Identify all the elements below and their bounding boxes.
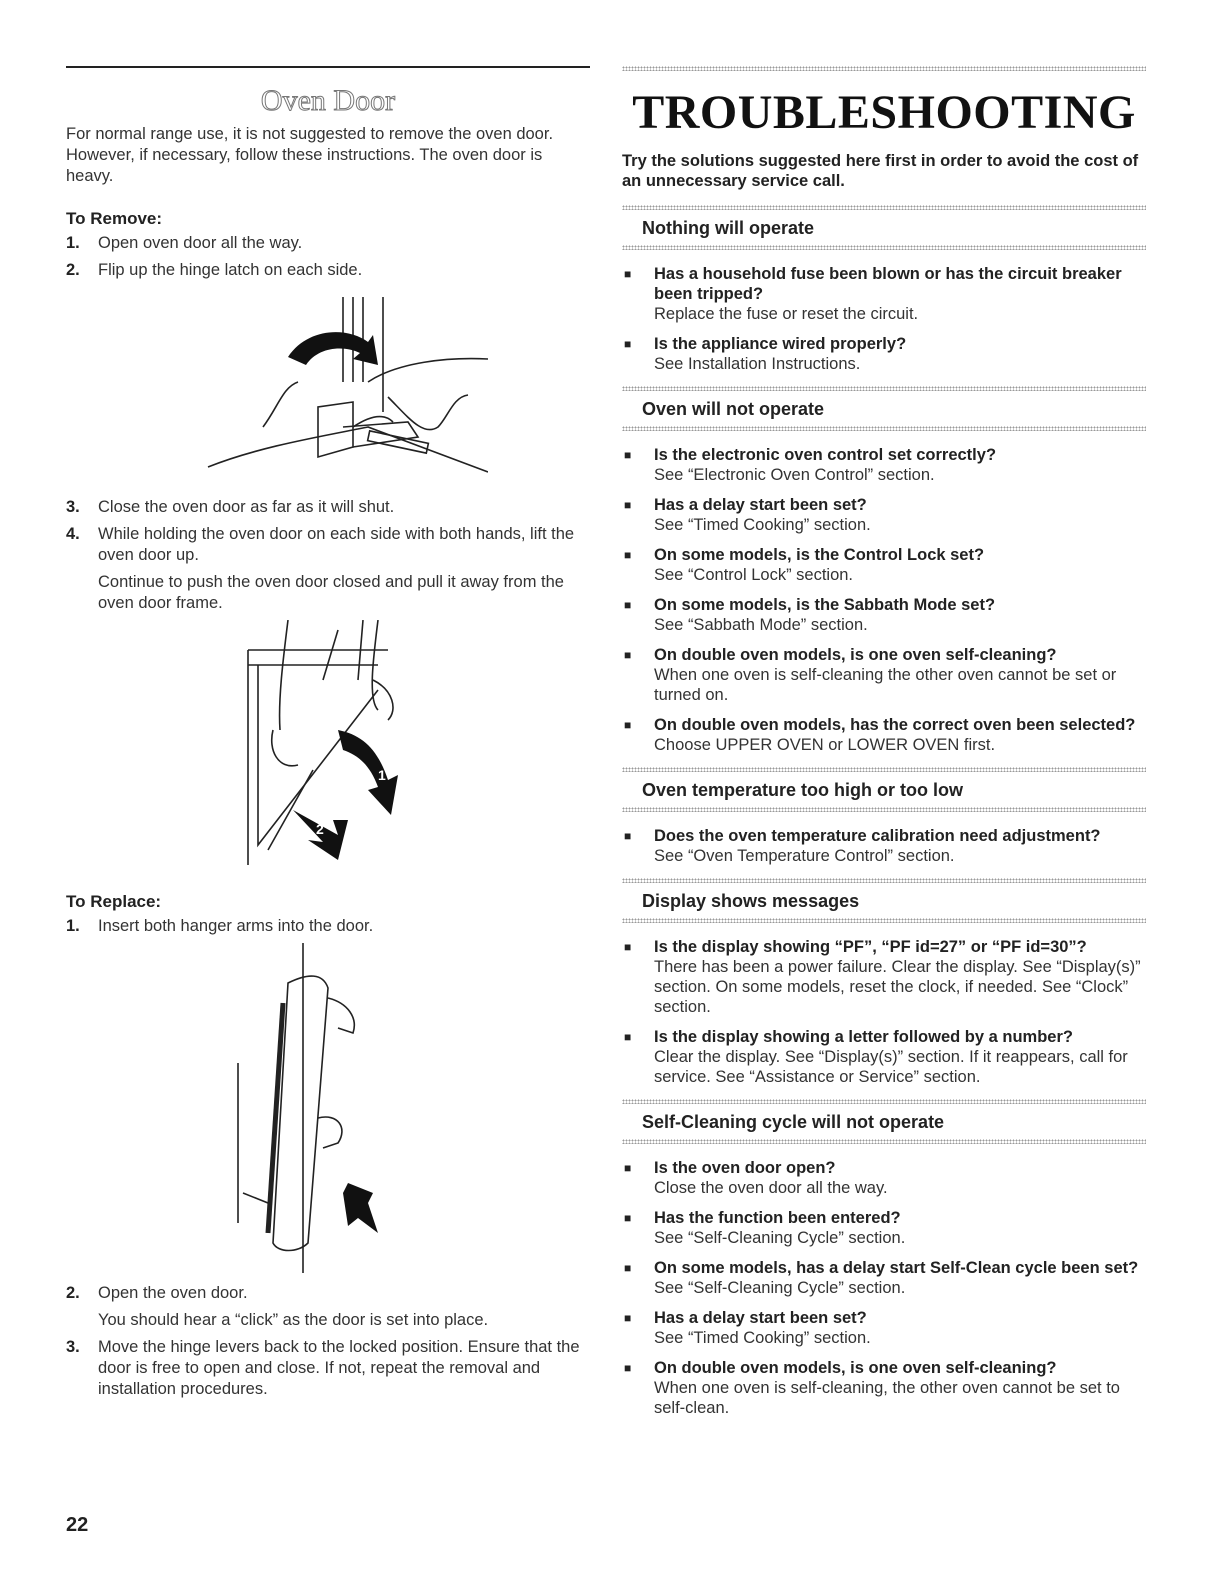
- ts-section-heading: Display shows messages: [642, 891, 860, 911]
- ts-question-list: [622, 445, 1146, 755]
- ts-question-item: ■ On some models, is the Control Lock set? See “Control Lock” section.: [624, 546, 985, 584]
- dotted-rule: [622, 426, 1146, 431]
- ts-section: [622, 878, 1146, 1087]
- ts-question-item: ■ On some models, is the Sabbath Mode set? See “Sabbath Mode” section.: [624, 596, 996, 634]
- square-bullet-icon: ■: [624, 648, 632, 662]
- square-bullet-icon: ■: [624, 940, 632, 954]
- replace-steps-a: [66, 916, 590, 937]
- ts-question-item: ■ Has a delay start been set? See “Timed Cooking” section.: [624, 1309, 871, 1347]
- ts-question-item: ■ Does the oven temperature calibration need adjustment? See “Oven Temperature Control” section.: [624, 827, 1101, 865]
- square-bullet-icon: ■: [624, 718, 632, 732]
- oven-door-intro: For normal range use, it is not suggested to remove the oven door. However, if necessary, follow these instructions. The oven door is heavy.: [66, 125, 554, 185]
- square-bullet-icon: ■: [624, 1361, 632, 1375]
- to-remove-heading: To Remove:: [66, 209, 163, 228]
- replace-steps-b: [66, 1283, 590, 1400]
- ts-question-item: ■ Has a delay start been set? See “Timed Cooking” section.: [624, 496, 871, 534]
- troubleshooting-title: TROUBLESHOOTING: [632, 86, 1136, 139]
- illustration-label-1: 1: [378, 767, 386, 783]
- square-bullet-icon: ■: [624, 498, 632, 512]
- ts-question-item: ■ Has a household fuse been blown or has the circuit breaker been tripped? Replace the fuse or reset the circuit.: [624, 265, 1122, 323]
- top-rule: [66, 66, 590, 68]
- oven-door-title: Oven Door: [260, 84, 396, 117]
- hinge-latch-illustration: [168, 287, 488, 487]
- square-bullet-icon: ■: [624, 1161, 632, 1175]
- ts-question-item: ■ On some models, has a delay start Self-Clean cycle been set? See “Self-Cleaning Cycle” section.: [624, 1259, 1139, 1297]
- ts-question-list: [622, 826, 1146, 866]
- oven-door-column: [66, 66, 590, 1406]
- ts-section: [622, 386, 1146, 755]
- square-bullet-icon: ■: [624, 548, 632, 562]
- square-bullet-icon: ■: [624, 267, 632, 281]
- square-bullet-icon: ■: [624, 1311, 632, 1325]
- troubleshooting-intro: Try the solutions suggested here first in order to avoid the cost of an unnecessary service call.: [622, 152, 1139, 190]
- dotted-rule: [622, 918, 1146, 923]
- ts-question-item: ■ Is the appliance wired properly? See Installation Instructions.: [624, 335, 907, 373]
- square-bullet-icon: ■: [624, 829, 632, 843]
- replace-step: 2. Open the oven door. You should hear a “click” as the door is set into place.: [66, 1284, 489, 1329]
- remove-steps-a: [66, 233, 590, 281]
- ts-question-list: [622, 937, 1146, 1087]
- ts-question-item: ■ On double oven models, is one oven self-cleaning? When one oven is self-cleaning the other oven cannot be set or turned on.: [624, 646, 1117, 704]
- ts-question-item: ■ Has the function been entered? See “Self-Cleaning Cycle” section.: [624, 1209, 906, 1247]
- to-replace-heading: To Replace:: [66, 892, 162, 911]
- ts-question-item: ■ Is the display showing “PF”, “PF id=27” or “PF id=30”? There has been a power failure. Clear the display. See “Display(s)” section. On some models, reset the clock, if needed. See “Clock” section.: [624, 938, 1141, 1016]
- ts-question-item: ■ Is the oven door open? Close the oven door all the way.: [624, 1159, 888, 1197]
- remove-step: 2. Flip up the hinge latch on each side.: [66, 261, 363, 279]
- ts-question-list: [622, 264, 1146, 374]
- ts-section-heading: Nothing will operate: [642, 218, 815, 238]
- ts-section-heading: Oven will not operate: [642, 399, 825, 419]
- troubleshooting-column: [622, 66, 1146, 1430]
- ts-section-heading: Self-Cleaning cycle will not operate: [642, 1112, 945, 1132]
- ts-question-item: ■ On double oven models, has the correct oven been selected? Choose UPPER OVEN or LOWER OVEN first.: [624, 716, 1136, 754]
- remove-step: 3. Close the oven door as far as it will shut.: [66, 498, 395, 516]
- ts-question-item: ■ Is the display showing a letter followed by a number? Clear the display. See “Display(s)” section. If it reappears, call for service. See “Assistance or Service” section.: [624, 1028, 1128, 1086]
- square-bullet-icon: ■: [624, 598, 632, 612]
- ts-section: [622, 205, 1146, 374]
- replace-step: 3. Move the hinge levers back to the locked position. Ensure that the door is free to open and close. If not, repeat the removal and installation procedures.: [66, 1338, 580, 1398]
- ts-question-item: ■ Is the electronic oven control set correctly? See “Electronic Oven Control” section.: [624, 446, 997, 484]
- dotted-rule: [622, 1139, 1146, 1144]
- dotted-rule: [622, 66, 1146, 71]
- illustration-label-2: 2: [316, 821, 324, 837]
- ts-section: [622, 767, 1146, 866]
- ts-question-item: ■ On double oven models, is one oven self-cleaning? When one oven is self-cleaning, the other oven cannot be set to self-clean.: [624, 1359, 1120, 1417]
- ts-section-heading: Oven temperature too high or too low: [642, 780, 964, 800]
- remove-steps-b: [66, 497, 590, 614]
- square-bullet-icon: ■: [624, 448, 632, 462]
- dotted-rule: [622, 245, 1146, 250]
- replace-step: 1. Insert both hanger arms into the door.: [66, 917, 374, 935]
- square-bullet-icon: ■: [624, 1261, 632, 1275]
- square-bullet-icon: ■: [624, 1030, 632, 1044]
- remove-step: 1. Open oven door all the way.: [66, 234, 303, 252]
- page-number: 22: [66, 1514, 89, 1536]
- hanger-arms-illustration: [228, 943, 428, 1273]
- lift-door-illustration: [228, 620, 428, 870]
- ts-section: [622, 1099, 1146, 1418]
- dotted-rule: [622, 807, 1146, 812]
- square-bullet-icon: ■: [624, 337, 632, 351]
- ts-question-list: [622, 1158, 1146, 1418]
- square-bullet-icon: ■: [624, 1211, 632, 1225]
- remove-step: 4. While holding the oven door on each side with both hands, lift the oven door up. Continue to push the oven door closed and pull it away from the oven door frame.: [66, 525, 575, 612]
